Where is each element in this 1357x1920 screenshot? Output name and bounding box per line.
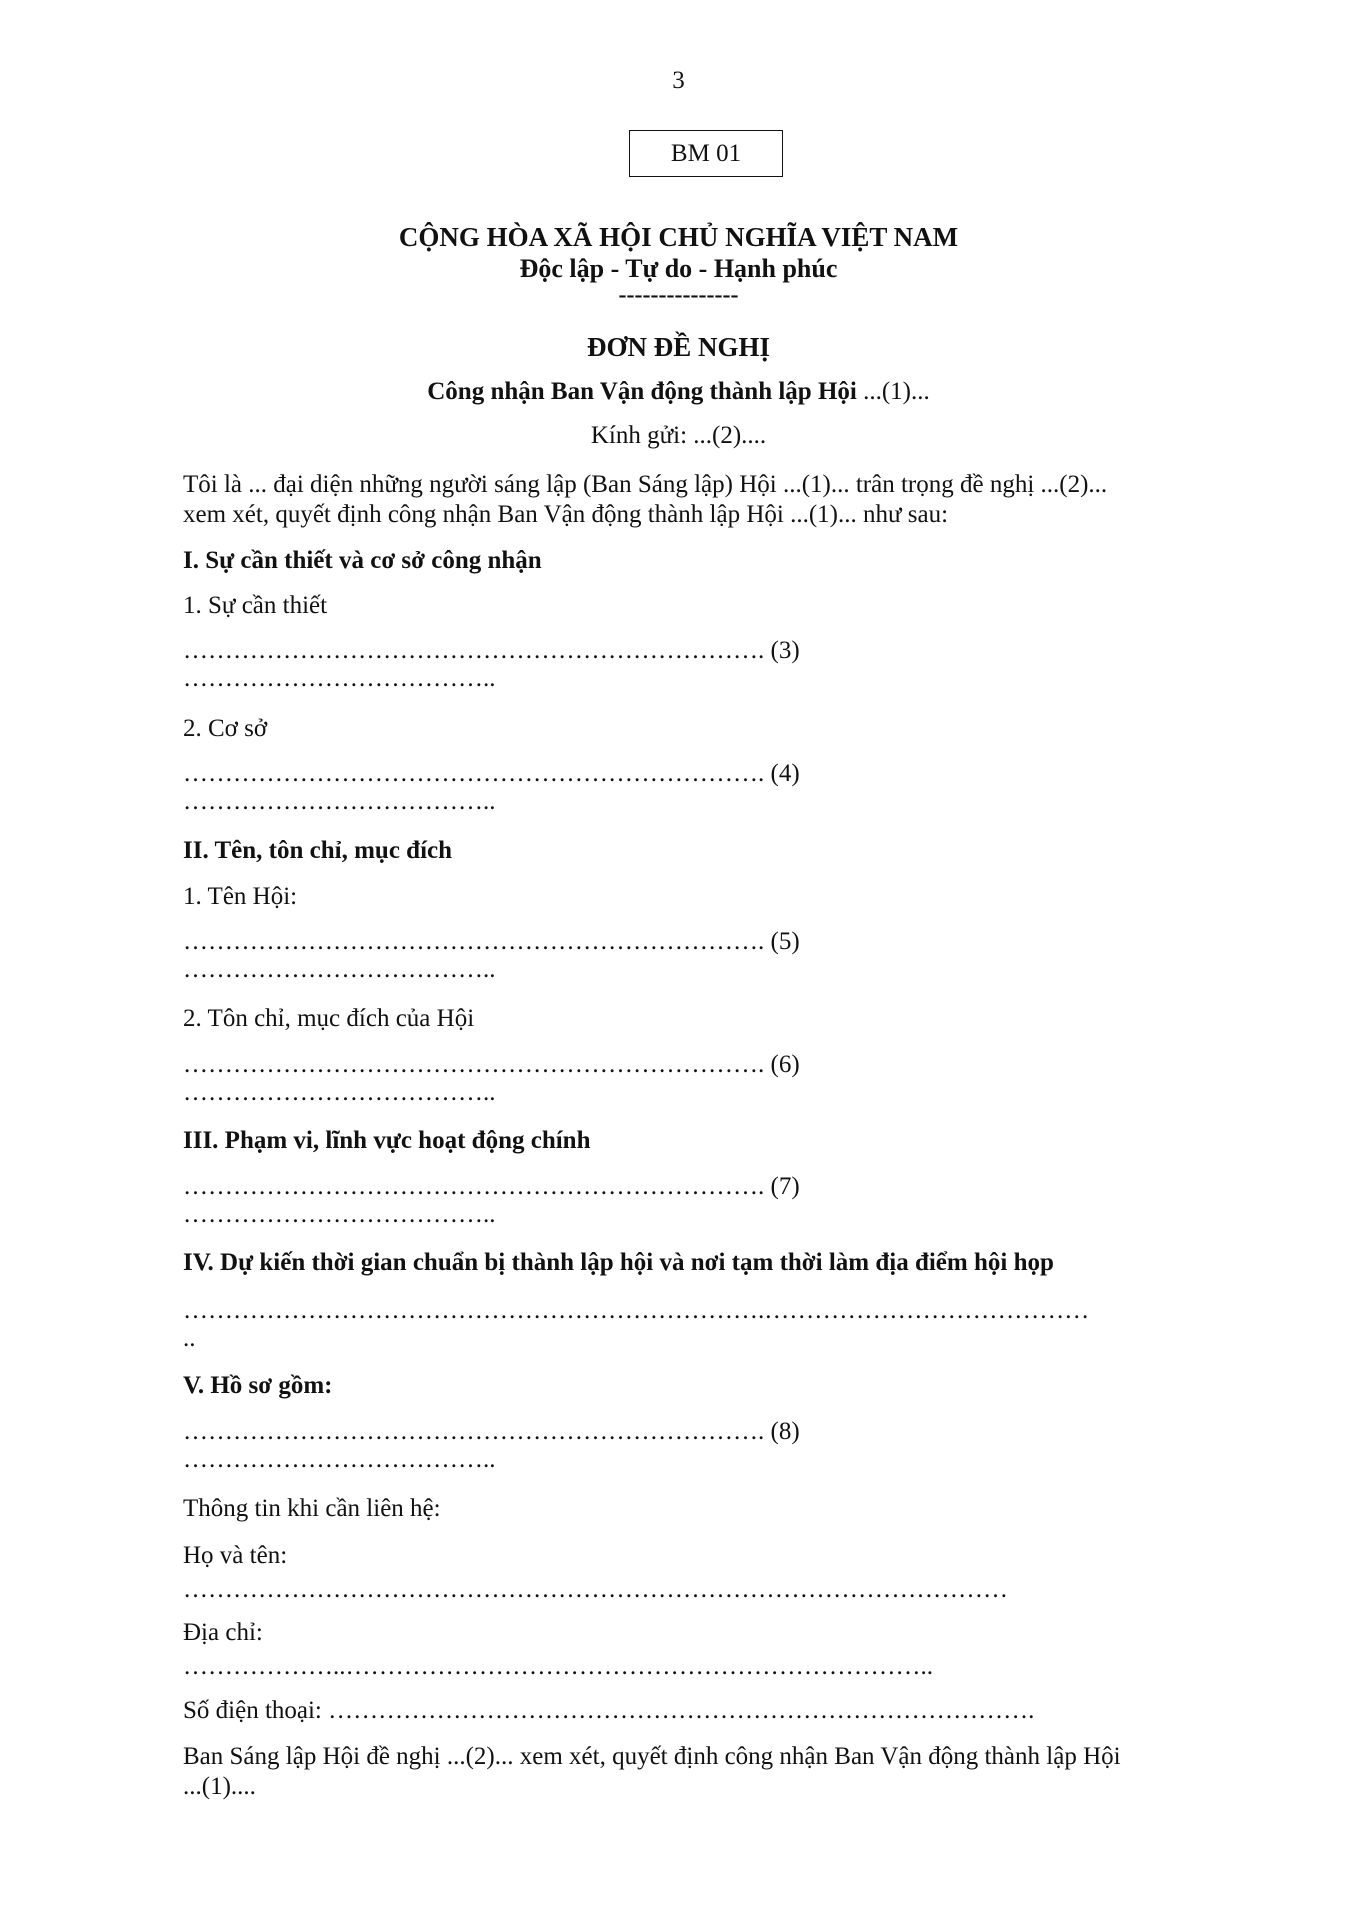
motto: Độc lập - Tự do - Hạnh phúc bbox=[519, 254, 838, 283]
section-1-item-1: 1. Sự cần thiết bbox=[183, 592, 328, 619]
phone-line bbox=[183, 1698, 1034, 1723]
phone-label: Số điện thoại: bbox=[183, 1697, 329, 1724]
form-code-box bbox=[629, 130, 783, 177]
address-label: Địa chỉ: bbox=[183, 1619, 263, 1646]
section-1-item-1-dots-cont: ……………………………….. bbox=[183, 665, 496, 692]
closing-line-2: ...(1).... bbox=[183, 1773, 256, 1800]
closing-line-1: Ban Sáng lập Hội đề nghị ...(2)... xem xét, quyết định công nhận Ban Vận động thành lập Hội bbox=[183, 1743, 1121, 1770]
section-2-item-1-dots: ……………………………………………………………. (5) bbox=[183, 928, 800, 955]
section-1-item-2: 2. Cơ sở bbox=[183, 715, 268, 742]
section-2-item-2-dots-cont: ……………………………….. bbox=[183, 1079, 496, 1106]
section-2-item-1: 1. Tên Hội: bbox=[183, 883, 298, 910]
section-1-item-2-dots-cont: ……………………………….. bbox=[183, 788, 496, 815]
section-1-heading: I. Sự cần thiết và cơ sở công nhận bbox=[183, 547, 542, 574]
document-subtitle bbox=[0, 378, 1357, 406]
section-2-item-2-dots: ……………………………………………………………. (6) bbox=[183, 1051, 800, 1078]
section-4-dots-cont: .. bbox=[183, 1325, 196, 1352]
phone-dots: …………………………………………………………………………. bbox=[328, 1697, 1035, 1724]
name-label: Họ và tên: bbox=[183, 1542, 288, 1569]
section-5-heading: V. Hồ sơ gồm: bbox=[183, 1372, 333, 1399]
addressee: Kính gửi: ...(2).... bbox=[590, 422, 767, 449]
section-2-item-2: 2. Tôn chỉ, mục đích của Hội bbox=[183, 1005, 475, 1032]
section-2-heading: II. Tên, tôn chỉ, mục đích bbox=[183, 837, 453, 864]
header-separator: --------------- bbox=[618, 282, 739, 308]
section-5-dots-cont: ……………………………….. bbox=[183, 1446, 496, 1473]
intro-line-1: Tôi là ... đại diện những người sáng lập (Ban Sáng lập) Hội ...(1)... trân trọng đề nghị ...(2)... bbox=[183, 471, 1108, 498]
section-4-dots: …………………………………………………………….………………………………… bbox=[183, 1297, 1090, 1324]
page-number: 3 bbox=[672, 67, 685, 94]
section-3-heading: III. Phạm vi, lĩnh vực hoạt động chính bbox=[183, 1127, 591, 1154]
section-3-dots-cont: ……………………………….. bbox=[183, 1201, 496, 1228]
section-4-heading: IV. Dự kiến thời gian chuẩn bị thành lập hội và nơi tạm thời làm địa điểm hội họp bbox=[183, 1249, 1054, 1276]
section-5-dots: ……………………………………………………………. (8) bbox=[183, 1418, 800, 1445]
intro-line-2: xem xét, quyết định công nhận Ban Vận động thành lập Hội ...(1)... như sau: bbox=[183, 501, 949, 528]
section-3-dots: ……………………………………………………………. (7) bbox=[183, 1173, 800, 1200]
country-header: CỘNG HÒA XÃ HỘI CHỦ NGHĨA VIỆT NAM bbox=[398, 222, 959, 252]
subtitle-ref: ...(1)... bbox=[856, 378, 930, 405]
section-1-item-1-dots: ……………………………………………………………. (3) bbox=[183, 637, 800, 664]
section-1-item-2-dots: ……………………………………………………………. (4) bbox=[183, 760, 800, 787]
address-dots: ………………..…………………………………………………………….. bbox=[183, 1653, 933, 1680]
form-code: BM 01 bbox=[670, 139, 742, 167]
subtitle-text: Công nhận Ban Vận động thành lập Hội bbox=[427, 378, 857, 405]
document-title: ĐƠN ĐỀ NGHỊ bbox=[586, 332, 770, 362]
name-dots: ……………………………………………………………………………………… bbox=[183, 1576, 1008, 1603]
section-2-item-1-dots-cont: ……………………………….. bbox=[183, 956, 496, 983]
contact-label: Thông tin khi cần liên hệ: bbox=[183, 1495, 441, 1522]
